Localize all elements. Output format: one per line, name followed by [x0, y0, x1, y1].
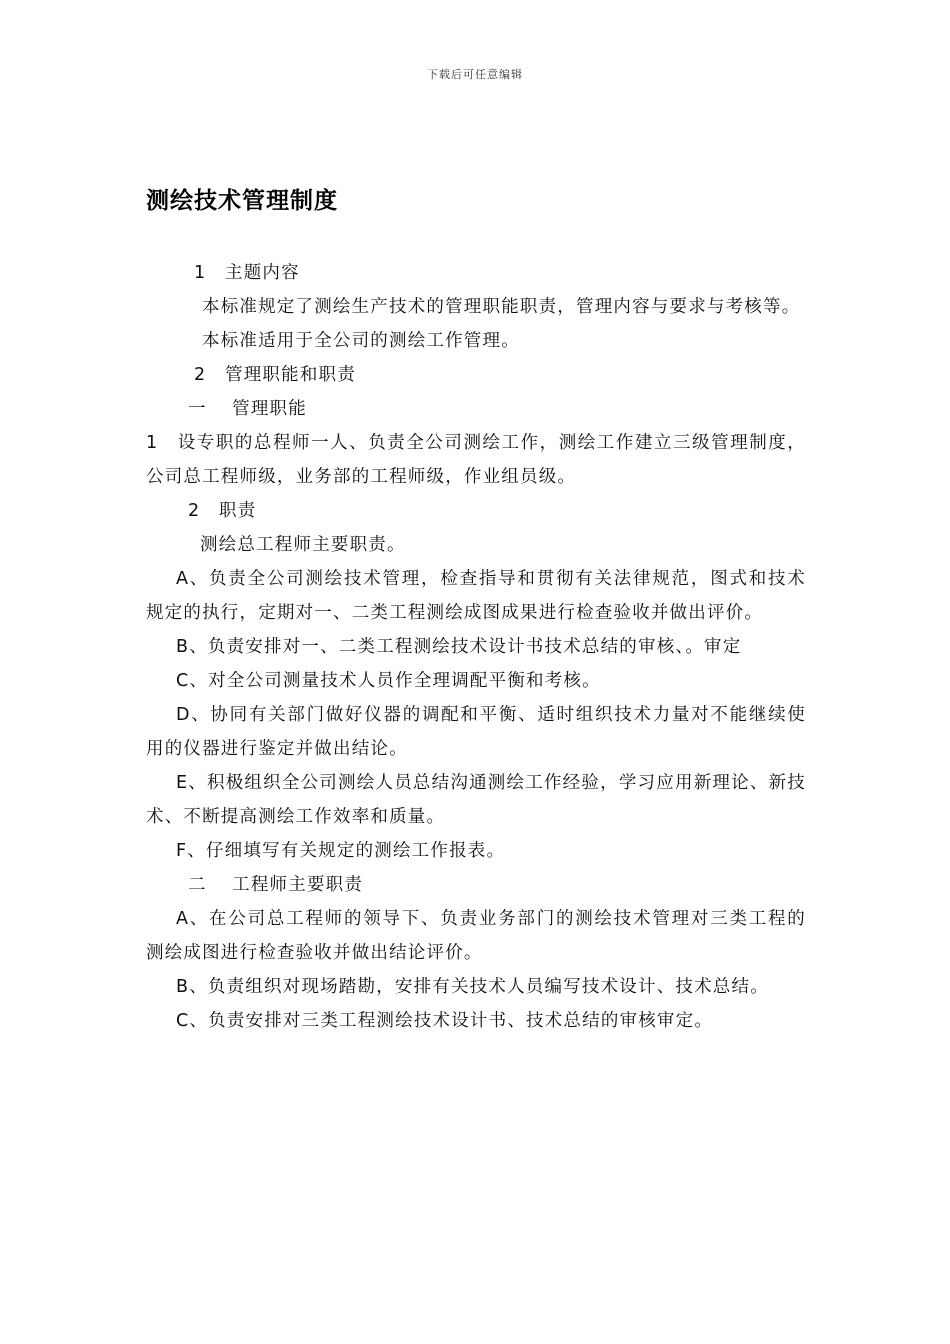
list-item-chief-b: B、负责安排对一、二类工程测绘技术设计书技术总结的审核、。审定 [176, 637, 742, 657]
list-item-engineer-a: A、在公司总工程师的领导下、负责业务部门的测绘技术管理对三类工程的测绘成图进行检查验收并做出结论评价。 [146, 909, 806, 963]
header-note: 下载后可任意编辑 [427, 68, 523, 81]
list-item-chief-d: D、协同有关部门做好仪器的调配和平衡、适时组织技术力量对不能继续使用的仪器进行鉴定并做出结论。 [146, 705, 806, 759]
list-item-chief-e: E、积极组织全公司测绘人员总结沟通测绘工作经验，学习应用新理论、新技术、不断提高测绘工作效率和质量。 [146, 773, 806, 827]
list-item-engineer-b: B、负责组织对现场踏勘，安排有关技术人员编写技术设计、技术总结。 [176, 977, 769, 997]
list-item-chief-f: F、仔细填写有关规定的测绘工作报表。 [176, 841, 506, 861]
document-body [146, 256, 806, 1038]
paragraph-topic-heading: 1 主题内容 [194, 263, 300, 283]
paragraph-chief-engineer-setup: 1 设专职的总程师一人、负责全公司测绘工作，测绘工作建立三级管理制度，公司总工程师级，业务部的工程师级，作业组员级。 [146, 433, 806, 487]
paragraph-engineer-duties-heading: 二 工程师主要职责 [188, 875, 364, 895]
list-item-chief-c: C、对全公司测量技术人员作全理调配平衡和考核。 [176, 671, 601, 691]
paragraph-chief-duties-intro: 测绘总工程师主要职责。 [200, 535, 406, 555]
paragraph-functions-heading: 2 管理职能和职责 [194, 365, 356, 385]
paragraph-scope-applicability: 本标准适用于全公司的测绘工作管理。 [202, 331, 520, 351]
list-item-chief-a: A、负责全公司测绘技术管理，检查指导和贯彻有关法律规范，图式和技术规定的执行，定期对一、二类工程测绘成图成果进行检查验收并做出评价。 [146, 569, 806, 623]
paragraph-management-functions: 一 管理职能 [188, 399, 307, 419]
document-title: 测绘技术管理制度 [146, 188, 338, 214]
paragraph-scope-definition: 本标准规定了测绘生产技术的管理职能职责，管理内容与要求与考核等。 [202, 297, 801, 317]
list-item-engineer-c: C、负责安排对三类工程测绘技术设计书、技术总结的审核审定。 [176, 1011, 714, 1031]
paragraph-duties-heading: 2 职责 [188, 501, 257, 521]
